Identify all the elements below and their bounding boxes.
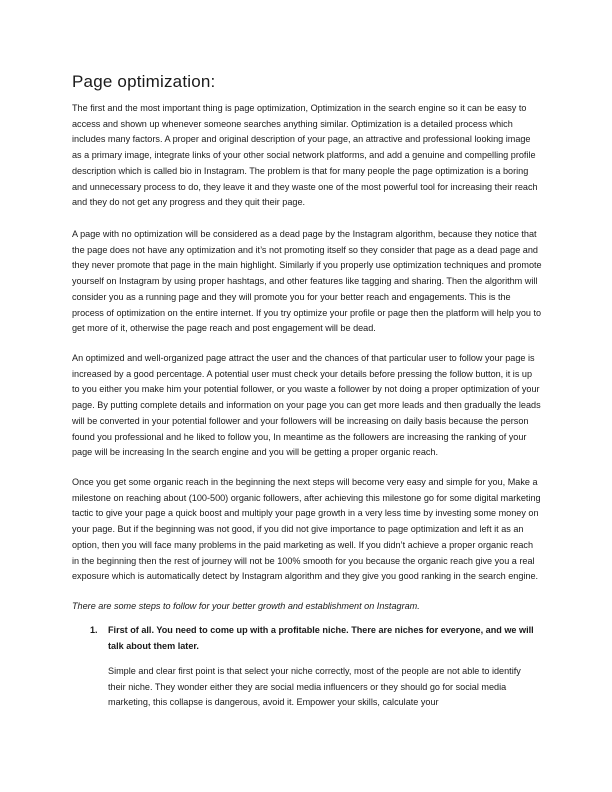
list-item-number: 1. — [90, 625, 98, 635]
paragraph-4: Once you get some organic reach in the beginning the next steps will become very easy and simple for you, Make a milestone on reaching about (100-500) organic followers, after achieving this milestone go for some digital marketing tactic to give your page a quick boost and multiply your page growth in a very less time by investing some money on your page. But if the beginning was not good, if you did not give importance to page optimization and left it as an option, then you will face many problems in the paid marketing as well. If you didn’t achieve a proper organic reach in the beginning then the rest of journey will not be 100% smooth for you because the organic reach give you a real exposure which is automatically detect by Instagram algorithm and they give you good ranking in the search engine. — [72, 477, 541, 582]
section-heading: Page optimization: — [72, 72, 216, 91]
list-item-body: Simple and clear first point is that select your niche correctly, most of the people are not able to identify their niche. They wonder either they are social media influencers or they should go for social media marketing, this collapse is dangerous, avoid it. Empower your skills, calculate your — [108, 666, 521, 708]
paragraph-3: An optimized and well-organized page attract the user and the chances of that particular user to follow your page is increased by a good percentage. A potential user must check your details before pressing the follow button, it is up to you either you make him your potential follower, or you waste a follower by not doing a proper optimization of your page. By putting complete details and information on your page you can get more leads and then gradually the leads will be converted in your potential follower and your followers will be increasing on daily basis because the person found you professional and he liked to follow you, In meantime as the followers are increasing the ranking of your page will be increasing In the search engine and you will be getting a proper organic reach. — [72, 353, 541, 458]
paragraph-2: A page with no optimization will be considered as a dead page by the Instagram algorithm, because they notice that the page does not have any optimization and it’s not promoting itself so they consider that page as a dead page and they never promote that page in the main highlight. Similarly if you properly use optimization techniques and promote yourself on Instagram by using proper hashtags, and other features like tagging and sharing. Then the algorithm will consider you as a running page and they will promote you for your better reach and engagements. This is the process of optimization on the entire internet. If you try optimize your profile or page then the platform will help you to get more of it, otherwise the page reach and post engagement will be dead. — [72, 229, 542, 334]
list-item-heading: First of all. You need to come up with a profitable niche. There are niches for everyone, and we will talk about them later. — [108, 625, 534, 651]
steps-intro: There are some steps to follow for your better growth and establishment on Instagram. — [72, 601, 420, 611]
paragraph-1: The first and the most important thing is page optimization, Optimization in the search engine so it can be easy to access and shown up whenever someone searches anything similar. Optimization is a detailed process which includes many factors. A proper and original description of your page, an attractive and professional looking image as a primary image, integrate links of your other social network platforms, and add a genuine and compelling profile description which is called bio in Instagram. The problem is that for many people the page optimization is a boring and unnecessary process to do, they leave it and they waste one of the most powerful tool for increasing their reach and they do not get any progress and they quit their page. — [72, 103, 538, 208]
